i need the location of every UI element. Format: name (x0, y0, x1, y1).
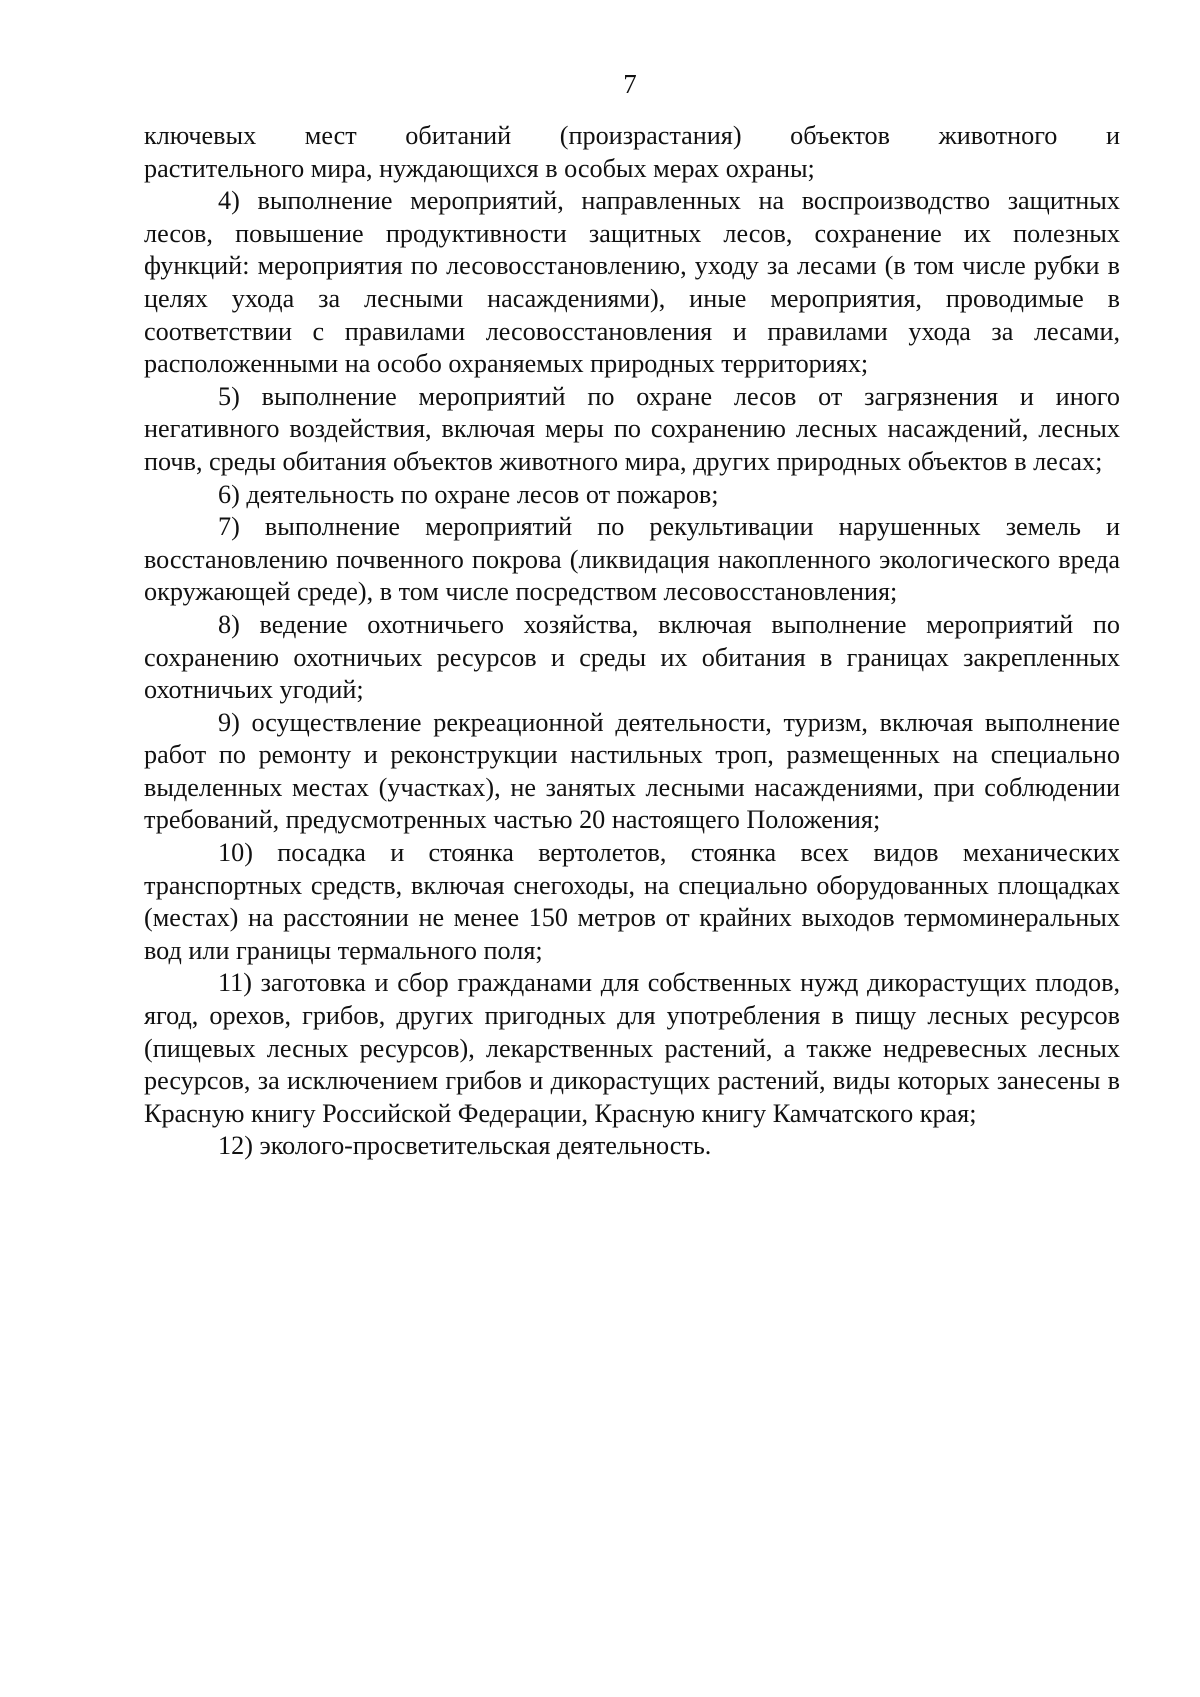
list-item-8: 8) ведение охотничьего хозяйства, включая выполнение мероприятий по сохранению охотничьих ресурсов и среды их обитания в границах закрепленных охотничьих угодий; (144, 609, 1120, 705)
paragraph-line: ключевых мест обитаний (произрастания) объектов животного и (144, 121, 1120, 150)
list-item-5: 5) выполнение мероприятий по охране лесов от загрязнения и иного негативного воздействия, включая меры по сохранению лесных насаждений, лесных почв, среды обитания объектов животного мира, других природных объектов в лесах; (144, 381, 1120, 476)
paragraph-continuation (144, 120, 1120, 185)
list-item-12: 12) эколого-просветительская деятельность. (218, 1131, 712, 1161)
list-item-7: 7) выполнение мероприятий по рекультивации нарушенных земель и восстановлению почвенного покрова (ликвидация накопленного экологического вреда окружающей среде), в том числе посредством лесовосстановления; (144, 512, 1120, 607)
page-number: 7 (623, 69, 637, 99)
list-item-4: 4) выполнение мероприятий, направленных на воспроизводство защитных лесов, повышение продуктивности защитных лесов, сохранение их полезных функций: мероприятия по лесовосстановлению, уходу за лесами (в том числе рубки в целях ухода за лесными насаждениями), иные мероприятия, проводимые в соответствии с правилами лесовосстановления и правилами ухода за лесами, расположенными на особо охраняемых природных территориях; (144, 186, 1120, 379)
list-item-6: 6) деятельность по охране лесов от пожаров; (218, 479, 719, 509)
list-item-9: 9) осуществление рекреационной деятельности, туризм, включая выполнение работ по ремонту и реконструкции настильных троп, размещенных на специально выделенных местах (участках), не занятых лесными насаждениями, при соблюдении требований, предусмотренных частью 20 настоящего Положения; (144, 707, 1120, 835)
list-item-11: 11) заготовка и сбор гражданами для собственных нужд дикорастущих плодов, ягод, орехов, грибов, других пригодных для употребления в пищу лесных ресурсов (пищевых лесных ресурсов), лекарственных растений, а также недревесных лесных ресурсов, за исключением грибов и дикорастущих растений, виды которых занесены в Красную книгу Российской Федерации, Красную книгу Камчатского края; (144, 968, 1120, 1128)
document-body (144, 120, 1120, 1163)
list-item-10: 10) посадка и стоянка вертолетов, стоянка всех видов механических транспортных средств, включая снегоходы, на специально оборудованных площадках (местах) на расстоянии не менее 150 метров от крайних выходов термоминеральных вод или границы термального поля; (144, 838, 1120, 965)
paragraph-line: растительного мира, нуждающихся в особых мерах охраны; (144, 153, 815, 183)
